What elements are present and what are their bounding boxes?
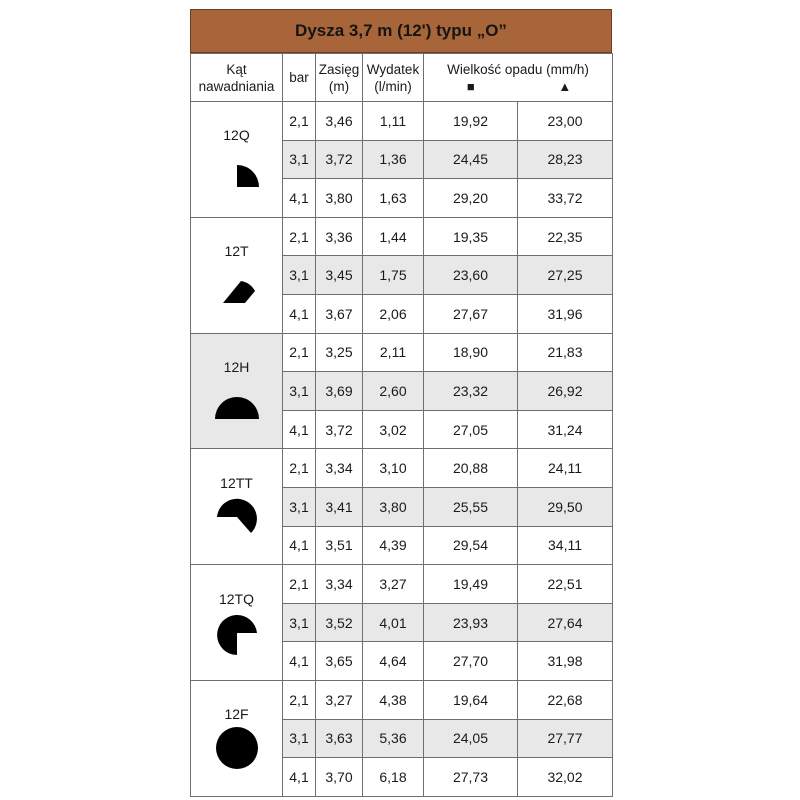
precip-triangle-cell: 24,11	[518, 449, 613, 488]
bar-cell: 4,1	[283, 410, 316, 449]
square-icon: ■	[466, 78, 475, 94]
quarter-icon	[215, 147, 259, 191]
header-precip-label: Wielkość opadu (mm/h)	[447, 61, 589, 77]
angle-cell	[191, 217, 283, 333]
range-cell: 3,69	[316, 372, 363, 411]
precip-square-cell: 19,92	[424, 102, 518, 141]
range-cell: 3,72	[316, 410, 363, 449]
precip-triangle-cell: 22,68	[518, 680, 613, 719]
angle-label: 12Q	[223, 127, 250, 144]
precip-triangle-cell: 31,24	[518, 410, 613, 449]
precip-square-cell: 27,70	[424, 642, 518, 681]
flow-cell: 2,06	[363, 294, 424, 333]
nozzle-table	[190, 53, 613, 797]
angle-label: 12F	[224, 706, 249, 723]
range-cell: 3,36	[316, 217, 363, 256]
precip-triangle-cell: 31,98	[518, 642, 613, 681]
bar-cell: 2,1	[283, 102, 316, 141]
range-cell: 3,34	[316, 449, 363, 488]
table-row	[191, 449, 613, 488]
third-icon	[215, 263, 259, 307]
range-cell: 3,45	[316, 256, 363, 295]
flow-cell: 4,38	[363, 680, 424, 719]
two-thirds-icon	[215, 495, 259, 539]
range-cell: 3,67	[316, 294, 363, 333]
flow-cell: 2,11	[363, 333, 424, 372]
range-cell: 3,25	[316, 333, 363, 372]
precip-square-cell: 20,88	[424, 449, 518, 488]
angle-label: 12TQ	[218, 590, 254, 607]
precip-triangle-cell: 22,51	[518, 565, 613, 604]
range-cell: 3,46	[316, 102, 363, 141]
range-cell: 3,27	[316, 680, 363, 719]
header-row	[191, 54, 613, 102]
bar-cell: 3,1	[283, 487, 316, 526]
flow-cell: 2,60	[363, 372, 424, 411]
table-row	[191, 333, 613, 372]
angle-cell	[191, 102, 283, 218]
bar-cell: 2,1	[283, 333, 316, 372]
angle-cell	[191, 449, 283, 565]
range-cell: 3,51	[316, 526, 363, 565]
precip-square-cell: 27,67	[424, 294, 518, 333]
range-cell: 3,52	[316, 603, 363, 642]
triangle-icon: ▲	[558, 78, 572, 94]
precip-square-cell: 19,64	[424, 680, 518, 719]
table-body	[191, 102, 613, 797]
flow-cell: 5,36	[363, 719, 424, 758]
flow-cell: 3,02	[363, 410, 424, 449]
bar-cell: 3,1	[283, 140, 316, 179]
precip-triangle-cell: 27,25	[518, 256, 613, 295]
header-angle: Kąt nawadniania	[191, 54, 283, 102]
bar-cell: 4,1	[283, 642, 316, 681]
range-cell: 3,41	[316, 487, 363, 526]
flow-cell: 3,10	[363, 449, 424, 488]
bar-cell: 3,1	[283, 719, 316, 758]
precip-triangle-cell: 29,50	[518, 487, 613, 526]
precip-triangle-cell: 28,23	[518, 140, 613, 179]
range-cell: 3,34	[316, 565, 363, 604]
header-range: Zasięg (m)	[316, 54, 363, 102]
flow-cell: 3,80	[363, 487, 424, 526]
bar-cell: 4,1	[283, 179, 316, 218]
flow-cell: 1,36	[363, 140, 424, 179]
precip-triangle-cell: 23,00	[518, 102, 613, 141]
table-row	[191, 565, 613, 604]
angle-cell	[191, 565, 283, 681]
precip-square-cell: 23,60	[424, 256, 518, 295]
precip-triangle-cell: 32,02	[518, 758, 613, 797]
precip-square-cell: 19,49	[424, 565, 518, 604]
nozzle-table-container	[190, 9, 612, 797]
precip-square-cell: 29,20	[424, 179, 518, 218]
half-icon	[215, 379, 259, 423]
angle-label: 12H	[223, 358, 250, 375]
angle-cell	[191, 680, 283, 796]
precip-square-cell: 18,90	[424, 333, 518, 372]
header-flow: Wydatek (l/min)	[363, 54, 424, 102]
precip-triangle-cell: 31,96	[518, 294, 613, 333]
bar-cell: 4,1	[283, 758, 316, 797]
header-precip	[424, 54, 613, 102]
bar-cell: 4,1	[283, 526, 316, 565]
precip-square-cell: 23,32	[424, 372, 518, 411]
bar-cell: 2,1	[283, 217, 316, 256]
bar-cell: 3,1	[283, 256, 316, 295]
precip-square-cell: 29,54	[424, 526, 518, 565]
precip-triangle-cell: 27,77	[518, 719, 613, 758]
precip-square-cell: 19,35	[424, 217, 518, 256]
flow-cell: 1,11	[363, 102, 424, 141]
precip-triangle-cell: 21,83	[518, 333, 613, 372]
precip-triangle-cell: 26,92	[518, 372, 613, 411]
table-row	[191, 680, 613, 719]
precip-square-cell: 25,55	[424, 487, 518, 526]
precip-triangle-cell: 34,11	[518, 526, 613, 565]
precip-square-cell: 24,45	[424, 140, 518, 179]
table-row	[191, 102, 613, 141]
flow-cell: 1,63	[363, 179, 424, 218]
bar-cell: 3,1	[283, 372, 316, 411]
precip-square-cell: 27,73	[424, 758, 518, 797]
flow-cell: 1,44	[363, 217, 424, 256]
three-quarter-icon	[215, 611, 259, 655]
precip-square-cell: 23,93	[424, 603, 518, 642]
full-circle-icon	[215, 726, 259, 770]
range-cell: 3,63	[316, 719, 363, 758]
precip-triangle-cell: 27,64	[518, 603, 613, 642]
precip-triangle-cell: 33,72	[518, 179, 613, 218]
bar-cell: 2,1	[283, 565, 316, 604]
header-bar: bar	[283, 54, 316, 102]
table-title: Dysza 3,7 m (12') typu „O”	[190, 9, 612, 53]
flow-cell: 6,18	[363, 758, 424, 797]
range-cell: 3,65	[316, 642, 363, 681]
flow-cell: 4,39	[363, 526, 424, 565]
bar-cell: 2,1	[283, 680, 316, 719]
angle-cell	[191, 333, 283, 449]
range-cell: 3,80	[316, 179, 363, 218]
bar-cell: 3,1	[283, 603, 316, 642]
angle-label: 12TT	[220, 474, 253, 491]
table-row	[191, 217, 613, 256]
flow-cell: 4,64	[363, 642, 424, 681]
bar-cell: 2,1	[283, 449, 316, 488]
angle-label: 12T	[224, 243, 249, 260]
range-cell: 3,70	[316, 758, 363, 797]
flow-cell: 4,01	[363, 603, 424, 642]
flow-cell: 1,75	[363, 256, 424, 295]
precip-triangle-cell: 22,35	[518, 217, 613, 256]
range-cell: 3,72	[316, 140, 363, 179]
precip-square-cell: 27,05	[424, 410, 518, 449]
precip-square-cell: 24,05	[424, 719, 518, 758]
flow-cell: 3,27	[363, 565, 424, 604]
bar-cell: 4,1	[283, 294, 316, 333]
